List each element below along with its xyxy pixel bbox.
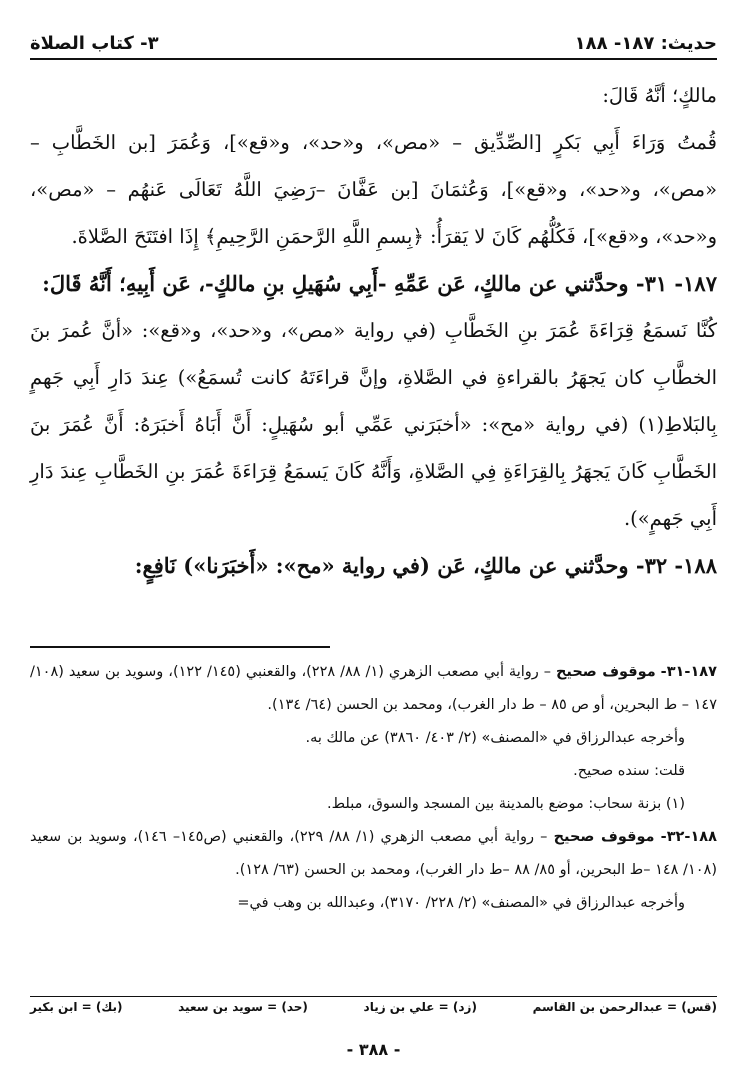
note-187-abdurrazzaq: وأخرجه عبدالرزاق في «المصنف» (٢/ ٤٠٣/ ٣٨٦٠) عن مالك به.: [305, 730, 685, 746]
abbr-hd: (حد) = سويد بن سعيد: [178, 1000, 308, 1014]
footnote-1: (١) بزنة سحاب: موضع بالمدينة بين المسجد والسوق، مبلط.: [327, 796, 685, 812]
note-187-status: موقوف صحيح: [555, 664, 656, 680]
abbreviations-rule: [30, 996, 717, 997]
note-187-number: ١٨٧-٣١-: [660, 664, 717, 680]
continuation-line: مالكٍ؛ أنَّهُ قَالَ:: [602, 84, 717, 107]
abbreviations-key: [30, 1000, 717, 1014]
note-188: [30, 821, 717, 887]
note-188-status: موقوف صحيح: [553, 829, 655, 845]
note-187-verdict: قلت: سنده صحيح.: [573, 763, 685, 779]
hadith-188-isnad: ١٨٨- ٣٢- وحدَّثني عن مالكٍ، عَن (في رواية «مح»: «أَخبَرَنا») نَافِعٍ:: [134, 553, 717, 578]
note-187-sources: – رواية أبي مصعب الزهري (١/ ٨٨/ ٢٢٨)، والقعنبي (١٤٥/ ١٢٢)، وسويد بن سعيد (١٠٨/ ١٤٧ – ط البحرين، أو ص ٨٥ – ط دار الغرب)، ومحمد بن الحسن (٦٤/ ١٣٤).: [30, 664, 717, 713]
hadith-187-text: كُنَّا نَسمَعُ قِرَاءَةَ عُمَرَ بنِ الخَطَّابِ (في رواية «مص»، و«حد»، و«قع»: «أنَّ عُمرَ بنَ الخطَّابِ كان يَجهَرُ بالقراءةِ في الصَّلاةِ، وإنَّ قراءَتَهُ كانت تُسمَعُ») عِندَ دَارِ أَبِي جَهمٍ بِالبَلاطِ(١) (في رواية «مح»: «أخبَرَني عَمِّي أبو سُهَيلٍ: أَنَّ أَبَاهُ أَخبَرَهُ: أَنَّ عُمَرَ بنَ الخَطَّابِ كَانَ يَجهَرُ بِالقِرَاءَةِ فِي الصَّلاةِ، وَأَنَّهُ كَانَ يَسمَعُ قِرَاءَةَ عُمَرَ بنِ الخَطَّابِ عِندَ دَارِ أَبِي جَهمٍ»).: [30, 319, 717, 530]
header-hadith-range: حديث: ١٨٧- ١٨٨: [574, 32, 717, 54]
running-header: [30, 28, 717, 60]
note-187: [30, 656, 717, 722]
footnotes: [30, 656, 717, 920]
note-188-abdurrazzaq: وأخرجه عبدالرزاق في «المصنف» (٢/ ٢٢٨/ ٣١٧٠)، وعبدالله بن وهب في=: [237, 895, 685, 911]
note-188-number: ١٨٨-٣٢-: [660, 829, 717, 845]
hadith-187-isnad: ١٨٧- ٣١- وحدَّثني عن مالكٍ، عَن عَمِّهِ -أَبِي سُهَيلِ بنِ مالكٍ-، عَن أَبِيهِ؛ أَنَّهُ قَالَ:: [42, 271, 717, 296]
abbr-zd: (زد) = علي بن زياد: [363, 1000, 477, 1014]
header-chapter-title: ٣- كتاب الصلاة: [30, 32, 159, 54]
abbr-bk: (بك) = ابن بكير: [30, 1000, 123, 1014]
note-188-sources: – رواية أبي مصعب الزهري (١/ ٨٨/ ٢٢٩)، والقعنبي (ص١٤٥– ١٤٦)، وسويد بن سعيد (١٠٨/ ١٤٨ –ط البحرين، أو ٨٥/ ٨٨ –ط دار الغرب)، ومحمد بن الحسن (٦٣/ ١٢٨).: [30, 829, 717, 878]
book-page: [30, 0, 717, 1084]
footnote-divider: [30, 646, 330, 648]
hadith-186-text: قُمتُ وَرَاءَ أَبِي بَكرٍ [الصِّدِّيق – «مص»، و«حد»، و«قع»]، وَعُمَرَ [بن الخَطَّابِ – «مص»، و«حد»، و«قع»]، وَعُثمَانَ [بن عَفَّانَ –رَضِيَ اللَّهُ تَعَالَى عَنهُم – «مص»، و«حد»، و«قع»]، فَكُلُّهُم كَانَ لا يَقرَأُ: ﴿بِسمِ اللَّهِ الرَّحمَنِ الرَّحِيمِ﴾ إِذَا افتَتَحَ الصَّلاةَ.: [30, 131, 717, 248]
main-text: [30, 72, 717, 589]
abbr-qs: (قس) = عبدالرحمن بن القاسم: [532, 1000, 717, 1014]
page-number: - ٣٨٨ -: [346, 1040, 401, 1059]
